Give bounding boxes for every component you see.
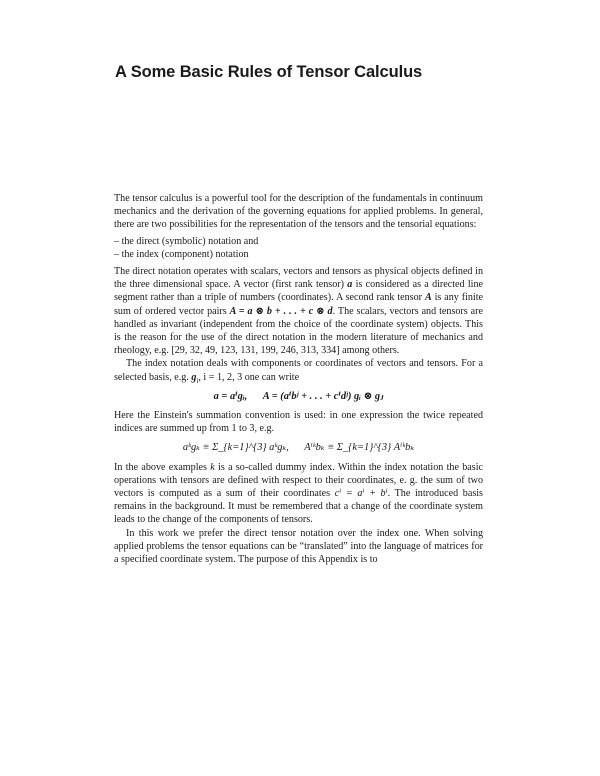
notation-list bbox=[114, 235, 483, 261]
basis-symbol: g bbox=[191, 371, 197, 383]
vector-symbol: a bbox=[347, 279, 353, 291]
dummy-index-paragraph: In the above examples k is a so-called dummy index. Within the index notation the basic operations with tensors are defined with respect to their coordinates, e. g. the sum of two vectors is computed as a sum of their coordinates cⁱ = aⁱ + bⁱ. The introduced basis remains in the background. It must be remembered that a change of the coordinate system leads to the change of the components of tensors. bbox=[114, 461, 483, 526]
equation-right: A = (aⁱbʲ + . . . + cⁱdʲ) gᵢ ⊗ gⱼ bbox=[262, 390, 384, 402]
dummy-index-symbol: k bbox=[210, 461, 215, 473]
index-notation-paragraph: The index notation deals with components or coordinates of vectors and tensors. For a selected basis, e.g. $g_i$, i = 1, 2, 3 one can write bbox=[114, 358, 483, 385]
summation-left: aᵏgₖ ≡ Σ_{k=1}^{3} aᵏgₖ, bbox=[182, 442, 289, 454]
coordinate-sum-formula: cⁱ = aⁱ + bⁱ bbox=[334, 488, 388, 500]
body-text bbox=[114, 192, 483, 566]
summation-right: Aⁱᵏbₖ ≡ Σ_{k=1}^{3} Aⁱᵏbₖ bbox=[304, 442, 415, 454]
equation-summation bbox=[114, 441, 483, 454]
equation-left: a = aⁱgᵢ, bbox=[213, 390, 248, 402]
dyad-sum-formula: A = a ⊗ b + . . . + c ⊗ d bbox=[229, 305, 333, 317]
list-item: – the direct (symbolic) notation and bbox=[114, 235, 259, 247]
direct-notation-paragraph: The direct notation operates with scalars, vectors and tensors as physical objects defined in the three dimensional space. A vector (first rank tensor) a is considered as a directed line segment rather than a triple of numbers (coordinates). A second rank tensor A is any finite sum of ordered vector pairs A = a ⊗ b + . . . + c ⊗ d. The scalars, vectors and tensors are handled as invariant (independent from the choice of the coordinate system) objects. This is the reason for the use of the direct notation in the modern literature of mechanics and rheology, e.g. [29, 32, 49, 123, 131, 199, 246, 313, 334] among others. bbox=[114, 266, 483, 357]
einstein-paragraph: Here the Einstein's summation convention is used: in one expression the twice repeated indices are summed up from 1 to 3, e.g. bbox=[114, 410, 483, 435]
intro-paragraph: The tensor calculus is a powerful tool for the description of the fundamentals in continuum mechanics and the derivation of the governing equations for applied problems. In general, there are two possibilities for the representation of the tensors and the tensorial equations: bbox=[114, 193, 483, 231]
appendix-title: A Some Basic Rules of Tensor Calculus bbox=[115, 63, 423, 81]
equation-vector-tensor bbox=[114, 390, 483, 403]
tensor-symbol: A bbox=[424, 292, 432, 304]
closing-paragraph: In this work we prefer the direct tensor notation over the index one. When solving applied problems the tensor equations can be “translated” into the language of matrices for a specified coordinate system. The purpose of this Appendix is to bbox=[114, 527, 483, 566]
list-item: – the index (component) notation bbox=[114, 248, 249, 260]
